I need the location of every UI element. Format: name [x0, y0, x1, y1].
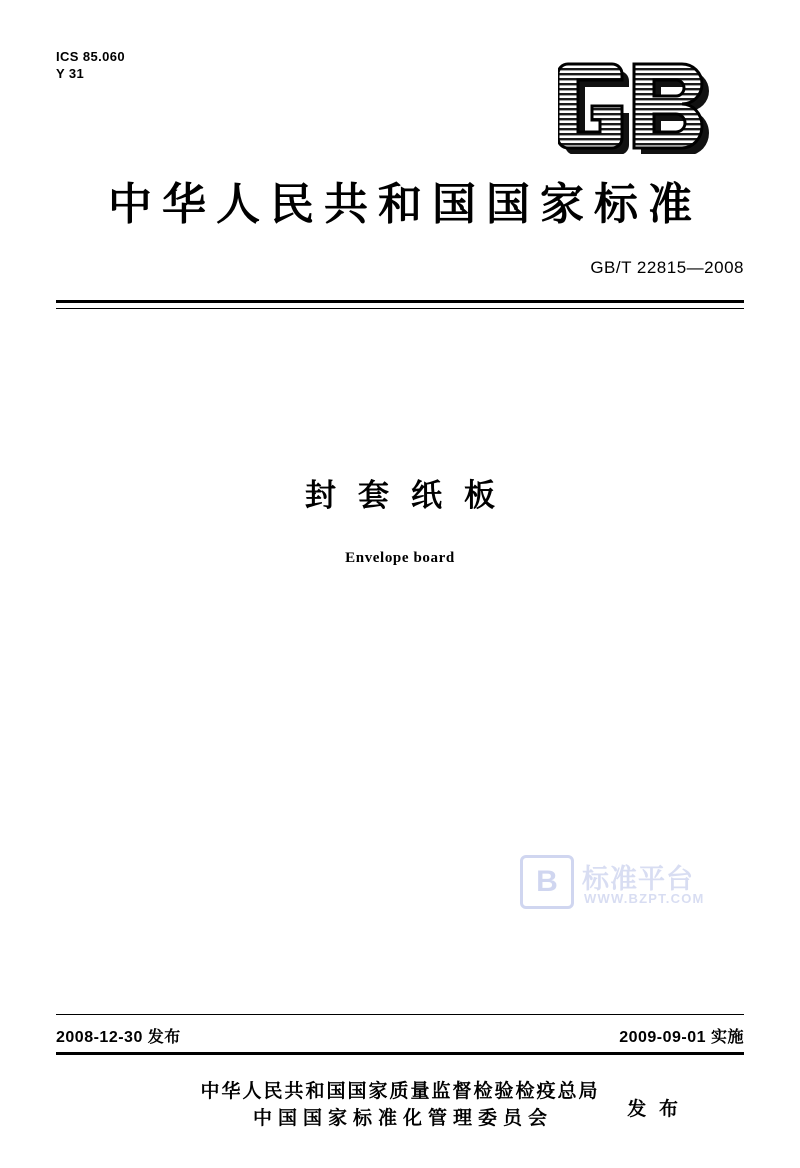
watermark	[520, 855, 750, 917]
publish-word: 发 布	[627, 1099, 682, 1120]
watermark-url: WWW.BZPT.COM	[584, 891, 705, 906]
effective-date: 2009-09-01 实施	[619, 1029, 744, 1046]
watermark-badge-icon	[520, 855, 574, 909]
document-title-en: Envelope board	[345, 550, 455, 566]
ics-code: ICS 85.060	[56, 49, 126, 64]
divider-top-thick	[56, 300, 744, 303]
document-title-cn: 封套纸板	[305, 478, 517, 513]
publisher-line-1: 中华人民共和国国家质量监督检验检疫总局	[200, 1081, 600, 1102]
ics-classification-block	[56, 48, 125, 82]
divider-bottom-thick	[56, 1052, 744, 1055]
gb-logo-icon	[558, 58, 748, 154]
publisher-line-2: 中国国家标准化管理委员会	[252, 1108, 553, 1129]
watermark-badge-letter: B	[536, 865, 558, 898]
divider-top-thin	[56, 308, 744, 309]
divider-bottom-thin	[56, 1014, 744, 1015]
issue-date: 2008-12-30 发布	[56, 1029, 181, 1046]
masthead-title: 中华人民共和国国家标准	[108, 180, 702, 229]
watermark-text: 标准平台	[582, 864, 694, 894]
standard-number: GB/T 22815—2008	[590, 258, 744, 277]
classification-code: Y 31	[56, 66, 85, 81]
